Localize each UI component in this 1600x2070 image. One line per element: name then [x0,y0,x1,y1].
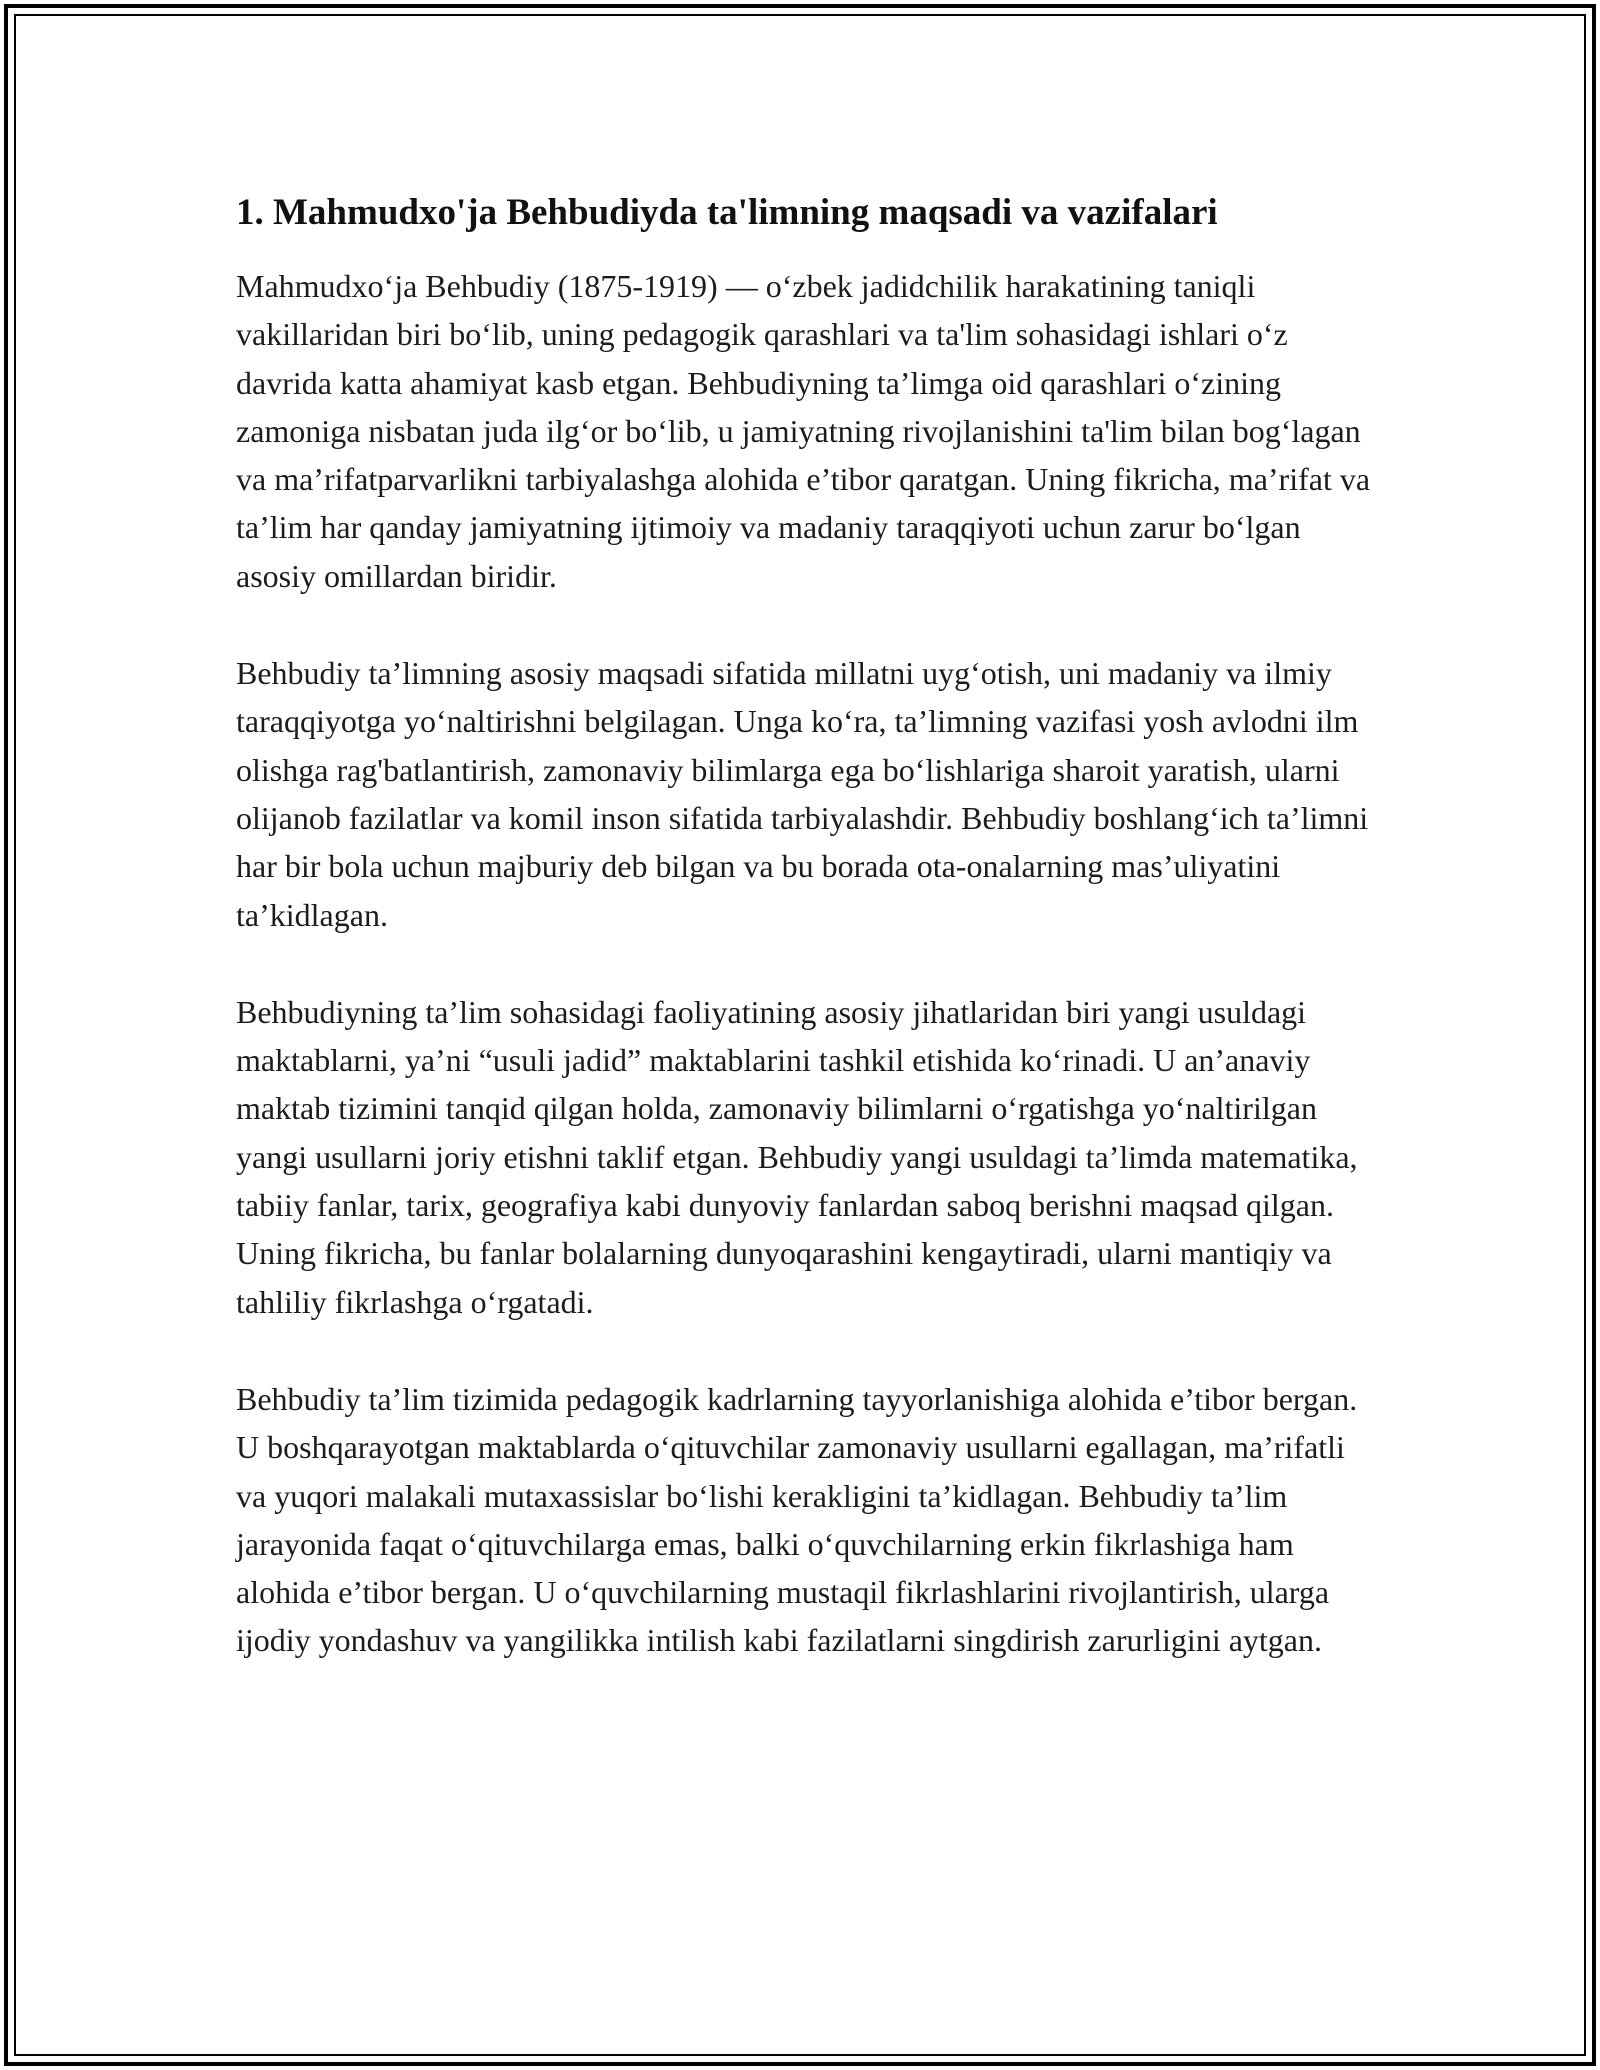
document-body [236,186,1376,1665]
paragraph-goals: Behbudiy ta’limning asosiy maqsadi sifatida millatni uyg‘otish, uni madaniy va ilmiy taraqqiyotga yo‘naltirishni belgilagan. Unga ko‘ra, ta’limning vazifasi yosh avlodni ilm olishga rag'batlantirish, zamonaviy bilimlarga ega bo‘lishlariga sharoit yaratish, ularni olijanob fazilatlar va komil inson sifatida tarbiyalashdir. Behbudiy boshlang‘ich ta’limni har bir bola uchun majburiy deb bilgan va bu borada ota-onalarning mas’uliyatini ta’kidlagan. [236,655,1369,933]
paragraph-intro: Mahmudxo‘ja Behbudiy (1875-1919) — o‘zbek jadidchilik harakatining taniqli vakillaridan biri bo‘lib, uning pedagogik qarashlari va ta'lim sohasidagi ishlari o‘z davrida katta ahamiyat kasb etgan. Behbudiyning ta’limga oid qarashlari o‘zining zamoniga nisbatan juda ilg‘or bo‘lib, u jamiyatning rivojlanishini ta'lim bilan bog‘lagan va ma’rifatparvarlikni tarbiyalashga alohida e’tibor qaratgan. Uning fikricha, ma’rifat va ta’lim har qanday jamiyatning ijtimoiy va madaniy taraqqiyoti uchun zarur bo‘lgan asosiy omillardan biridir. [236,268,1371,594]
section-heading: 1. Mahmudxo'ja Behbudiyda ta'limning maqsadi va vazifalari [236,192,1218,233]
paragraph-teacher-training: Behbudiy ta’lim tizimida pedagogik kadrlarning tayyorlanishiga alohida e’tibor bergan. U boshqarayotgan maktablarda o‘qituvchilar zamonaviy usullarni egallagan, ma’rifatli va yuqori malakali mutaxassislar bo‘lishi kerakligini ta’kidlagan. Behbudiy ta’lim jarayonida faqat o‘qituvchilarga emas, balki o‘quvchilarning erkin fikrlashiga ham alohida e’tibor bergan. U o‘quvchilarning mustaqil fikrlashlarini rivojlantirish, ularga ijodiy yondashuv va yangilikka intilish kabi fazilatlarni singdirish zarurligini aytgan. [236,1380,1358,1659]
paragraph-new-method-schools: Behbudiyning ta’lim sohasidagi faoliyatining asosiy jihatlaridan biri yangi usuldagi maktablarni, ya’ni “usuli jadid” maktablarini tashkil etishida ko‘rinadi. U an’anaviy maktab tizimini tanqid qilgan holda, zamonaviy bilimlarni o‘rgatishga yo‘naltirilgan yangi usullarni joriy etishni taklif etgan. Behbudiy yangi usuldagi ta’limda matematika, tabiiy fanlar, tarix, geografiya kabi dunyoviy fanlardan saboq berishni maqsad qilgan. Uning fikricha, bu fanlar bolalarning dunyoqarashini kengaytiradi, ularni mantiqiy va tahliliy fikrlashga o‘rgatadi. [236,993,1358,1320]
